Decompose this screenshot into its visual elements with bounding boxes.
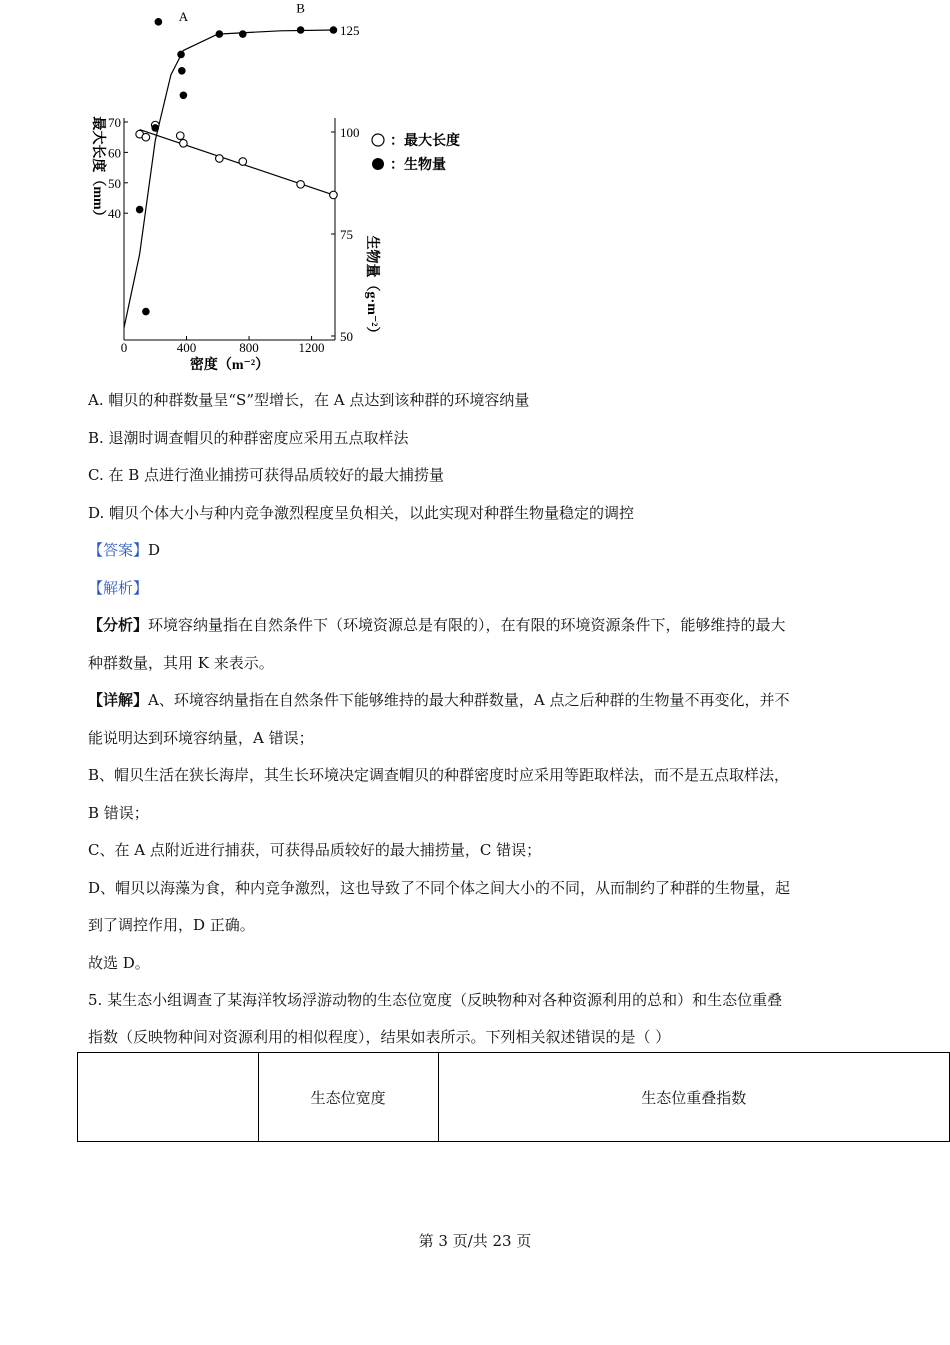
table-header-width: 生态位宽度 xyxy=(258,1053,438,1142)
table-header-empty xyxy=(78,1053,259,1142)
length-point xyxy=(216,155,224,163)
option-c: C. 在 B 点进行渔业捕捞可获得品质较好的最大捕捞量 xyxy=(88,466,445,484)
table-header-overlap: 生态位重叠指数 xyxy=(438,1053,949,1142)
biomass-point xyxy=(178,67,186,75)
length-point xyxy=(176,132,184,140)
right-tick-label: 100 xyxy=(340,125,360,140)
length-point xyxy=(180,139,188,147)
point-label: A xyxy=(178,8,189,24)
left-tick-label: 40 xyxy=(108,206,121,222)
biomass-point xyxy=(180,91,188,99)
biomass-point xyxy=(151,124,159,132)
option-b: B. 退潮时调查帽贝的种群密度应采用五点取样法 xyxy=(88,429,409,447)
option-a: A. 帽贝的种群数量呈“S”型增长，在 A 点达到该种群的环境容纳量 xyxy=(88,391,530,409)
right-tick-label: 125 xyxy=(340,23,360,38)
length-point xyxy=(330,191,338,199)
biomass-point xyxy=(330,26,338,34)
chart-axes xyxy=(124,118,335,340)
biomass-point xyxy=(216,30,224,38)
detail-tag: 【详解】 xyxy=(88,691,149,709)
answer-value: D xyxy=(148,541,161,559)
biomass-point xyxy=(142,308,150,316)
point-label: B xyxy=(296,0,305,16)
detail-text-1: A、环境容纳量指在自然条件下能够维持的最大种群数量，A 点之后种群的生物量不再变化，并不 xyxy=(148,691,790,709)
analysis-line-1 xyxy=(88,615,786,635)
length-point xyxy=(297,181,305,189)
analysis-label: 【解析】 xyxy=(88,579,149,597)
legend-filled-circle-icon xyxy=(372,158,384,170)
analysis-line-2: 种群数量，其用 K 来表示。 xyxy=(88,654,274,672)
left-tick-label: 70 xyxy=(108,115,121,130)
analysis-tag: 【分析】 xyxy=(88,616,149,634)
chart-annotations xyxy=(179,1,306,24)
legend-label: ：生物量 xyxy=(390,158,446,173)
detail-line-2: 能说明达到环境容纳量，A 错误； xyxy=(88,729,314,747)
chart-legend xyxy=(372,132,460,173)
biomass-point xyxy=(155,18,163,26)
biomass-point xyxy=(136,206,144,214)
biomass-trend-curve xyxy=(124,30,333,328)
legend-label: ：最大长度 xyxy=(390,134,460,149)
x-axis-label: 密度（m⁻²） xyxy=(189,358,270,373)
detail-line-1 xyxy=(88,690,789,710)
detail-line-7: 到了调控作用，D 正确。 xyxy=(88,916,255,934)
length-point xyxy=(239,158,247,166)
table-header-row xyxy=(78,1053,950,1142)
analysis-text-1: 环境容纳量指在自然条件下（环境资源总是有限的），在有限的环境资源条件下，能够维持的最大 xyxy=(148,616,786,634)
axis-labels xyxy=(90,116,381,373)
detail-line-4: B 错误； xyxy=(88,804,149,822)
page-footer: 第 3 页/共 23 页 xyxy=(418,1232,532,1250)
right-tick-label: 75 xyxy=(340,227,353,242)
right-axis-label: 生物量（g·m⁻²） xyxy=(364,235,379,341)
legend-open-circle-icon xyxy=(372,134,384,146)
chart-ticks xyxy=(108,23,360,355)
x-tick-label: 0 xyxy=(120,340,128,355)
density-chart xyxy=(80,0,480,378)
length-point xyxy=(142,133,150,141)
x-tick-label: 1200 xyxy=(298,340,325,355)
detail-line-6: D、帽贝以海藻为食，种内竞争激烈，这也导致了不同个体之间大小的不同，从而制约了种群的生物量，起 xyxy=(88,879,791,897)
right-tick-label: 50 xyxy=(340,329,353,344)
biomass-point xyxy=(297,26,305,34)
detail-line-5: C、在 A 点附近进行捕获，可获得品质较好的最大捕捞量，C 错误； xyxy=(88,841,542,859)
conclusion: 故选 D。 xyxy=(88,954,150,972)
question-5-line-1: 5. 某生态小组调查了某海洋牧场浮游动物的生态位宽度（反映物种对各种资源利用的总和）和生态位重叠 xyxy=(88,991,783,1009)
left-tick-label: 50 xyxy=(108,175,121,191)
biomass-point xyxy=(239,30,247,38)
answer-line xyxy=(88,540,160,560)
left-axis-label: 最大长度（mm） xyxy=(90,116,105,224)
trend-lines xyxy=(124,30,333,328)
detail-line-3: B、帽贝生活在狭长海岸，其生长环境决定调查帽贝的种群密度时应采用等距取样法，而不是五点取样法， xyxy=(88,766,790,784)
answer-label: 【答案】 xyxy=(88,541,149,559)
left-tick-label: 60 xyxy=(108,145,121,161)
biomass-point xyxy=(177,51,185,59)
niche-table xyxy=(77,1052,950,1142)
x-tick-label: 800 xyxy=(239,340,259,355)
question-5-line-2: 指数（反映物种间对资源利用的相似程度），结果如表所示。下列相关叙述错误的是（ ） xyxy=(88,1028,671,1046)
x-tick-label: 400 xyxy=(176,340,197,355)
data-points xyxy=(136,18,337,315)
option-d: D. 帽贝个体大小与种内竞争激烈程度呈负相关，以此实现对种群生物量稳定的调控 xyxy=(88,504,635,522)
